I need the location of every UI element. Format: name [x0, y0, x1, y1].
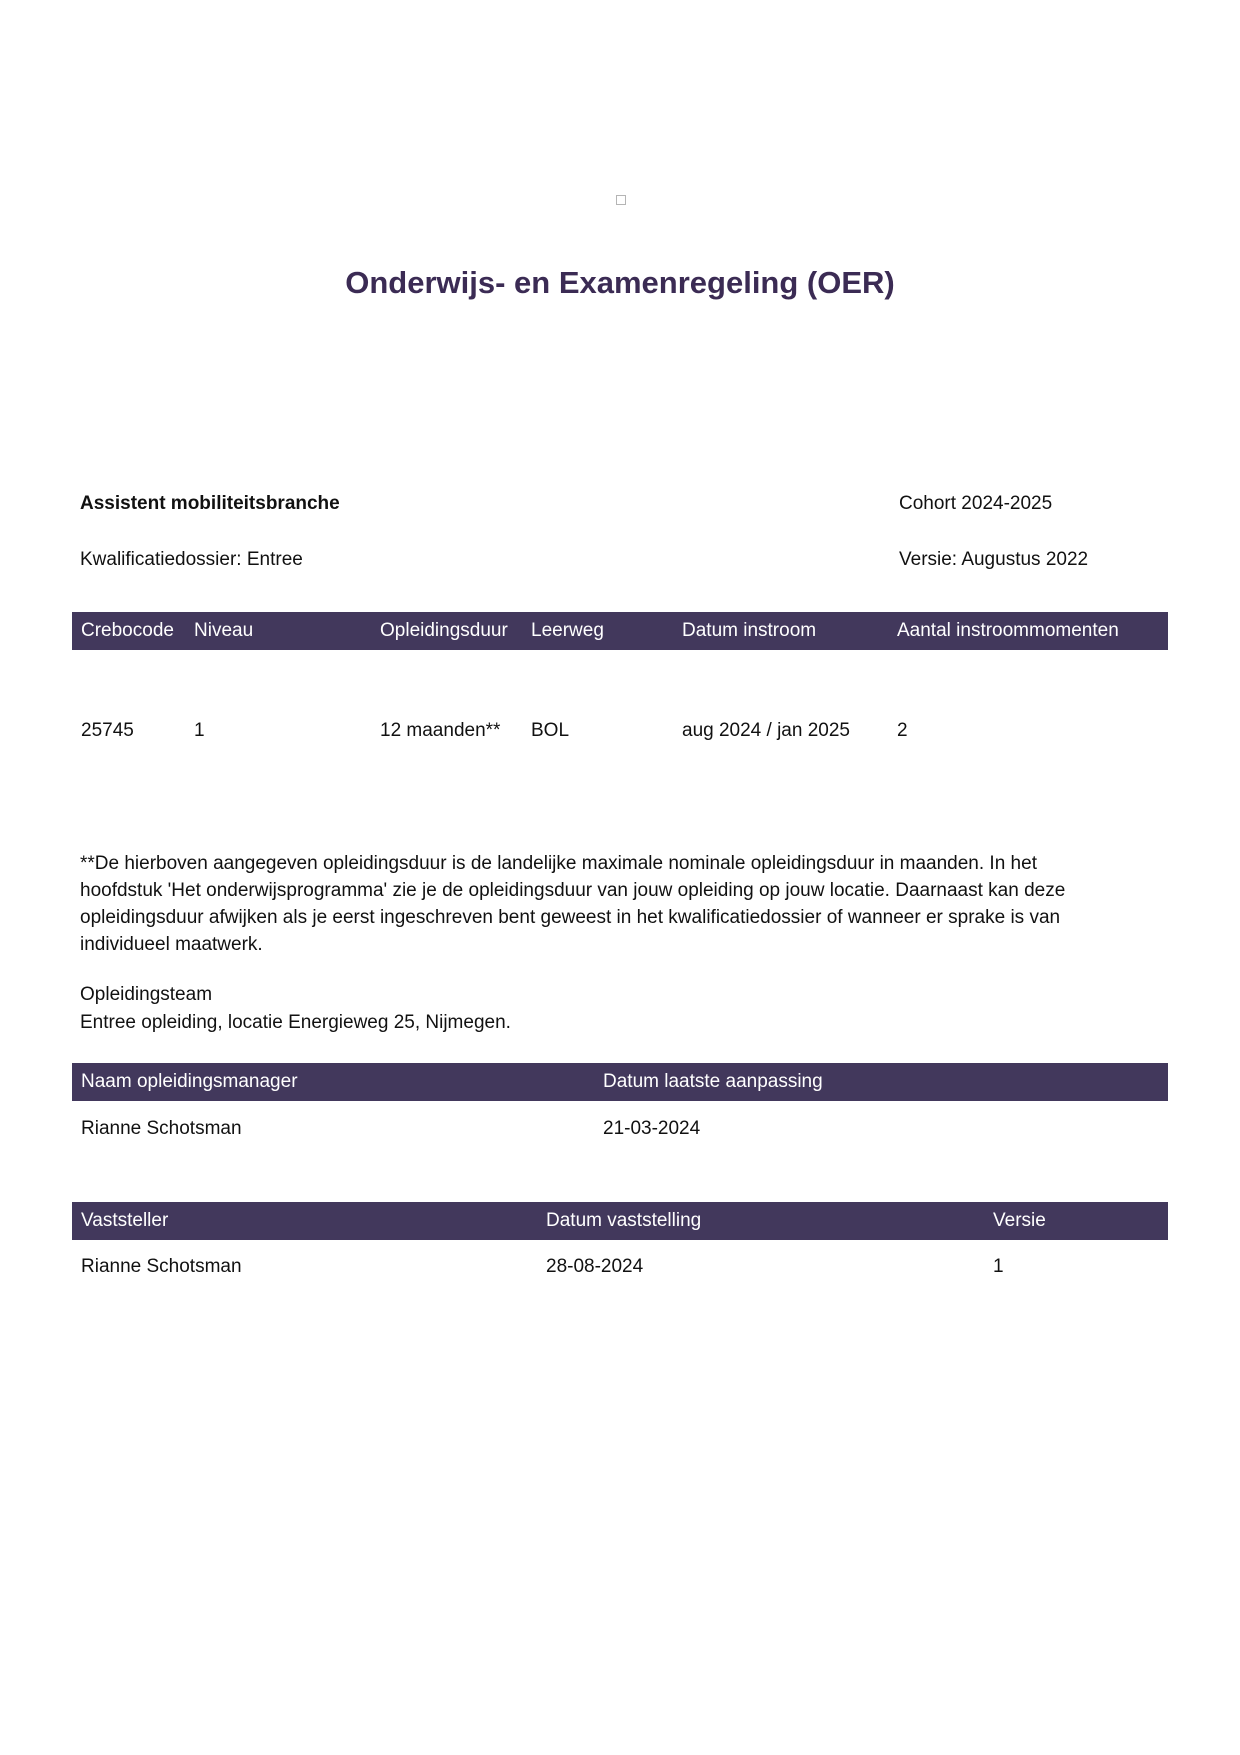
cell-datum-laatste-aanpassing: 21-03-2024: [603, 1118, 701, 1139]
manager-table-header-row: [72, 1063, 1168, 1101]
cell-aantal-instroommomenten: 2: [897, 720, 908, 741]
approval-table-header-row: [72, 1202, 1168, 1240]
header-vaststeller: Vaststeller: [81, 1210, 169, 1231]
footnote-line: hoofdstuk 'Het onderwijsprogramma' zie je de opleidingsduur van jouw opleiding op jouw locatie. Daarnaast kan deze: [80, 880, 1066, 901]
header-leerweg: Leerweg: [531, 620, 604, 641]
header-aantal-instroommomenten: Aantal instroommomenten: [897, 620, 1119, 641]
cell-niveau: 1: [194, 720, 205, 741]
header-datum-instroom: Datum instroom: [682, 620, 817, 641]
cell-datum-vaststelling: 28-08-2024: [546, 1256, 644, 1277]
cell-leerweg: BOL: [531, 720, 570, 741]
broken-image-icon: [616, 195, 626, 205]
header-niveau: Niveau: [194, 620, 254, 641]
header-versie: Versie: [993, 1210, 1046, 1231]
cell-versie: 1: [993, 1256, 1004, 1277]
footnote-line: individueel maatwerk.: [80, 934, 263, 955]
footnote-line: opleidingsduur afwijken als je eerst ingeschreven bent geweest in het kwalificatiedossier of wanneer er sprake is van: [80, 907, 1061, 928]
header-crebocode: Crebocode: [81, 620, 174, 641]
header-opleidingsduur: Opleidingsduur: [380, 620, 508, 641]
program-info-row: [0, 493, 1240, 517]
cohort-label: Cohort 2024-2025: [899, 493, 1053, 514]
qualification-dossier-label: Kwalificatiedossier: Entree: [80, 549, 303, 570]
manager-table: [72, 1063, 1168, 1140]
cell-opleidingsduur: 12 maanden**: [380, 720, 501, 741]
page-title: Onderwijs- en Examenregeling (OER): [345, 265, 895, 300]
cell-naam-opleidingsmanager: Rianne Schotsman: [81, 1118, 242, 1139]
cell-crebocode: 25745: [81, 720, 134, 741]
team-heading: Opleidingsteam: [80, 984, 213, 1005]
header-datum-vaststelling: Datum vaststelling: [546, 1210, 702, 1231]
duration-footnote: [80, 850, 1170, 958]
version-label: Versie: Augustus 2022: [899, 549, 1089, 570]
manager-table-row: [72, 1101, 1168, 1140]
cell-datum-instroom: aug 2024 / jan 2025: [682, 720, 850, 741]
footnote-line: **De hierboven aangegeven opleidingsduur is de landelijke maximale nominale opleidingsduur in maanden. In het: [80, 853, 1037, 874]
cell-vaststeller: Rianne Schotsman: [81, 1256, 242, 1277]
program-table-row: [72, 650, 1168, 760]
program-table: [72, 612, 1168, 760]
program-name: Assistent mobiliteitsbranche: [80, 493, 340, 514]
qualification-info-row: [0, 549, 1240, 573]
header-datum-laatste-aanpassing: Datum laatste aanpassing: [603, 1071, 823, 1092]
program-table-header-row: [72, 612, 1168, 650]
approval-table-row: [72, 1240, 1168, 1278]
team-location: Entree opleiding, locatie Energieweg 25, Nijmegen.: [80, 1012, 511, 1033]
team-section: [80, 981, 1170, 1037]
header-naam-opleidingsmanager: Naam opleidingsmanager: [81, 1071, 298, 1092]
approval-table: [72, 1202, 1168, 1278]
